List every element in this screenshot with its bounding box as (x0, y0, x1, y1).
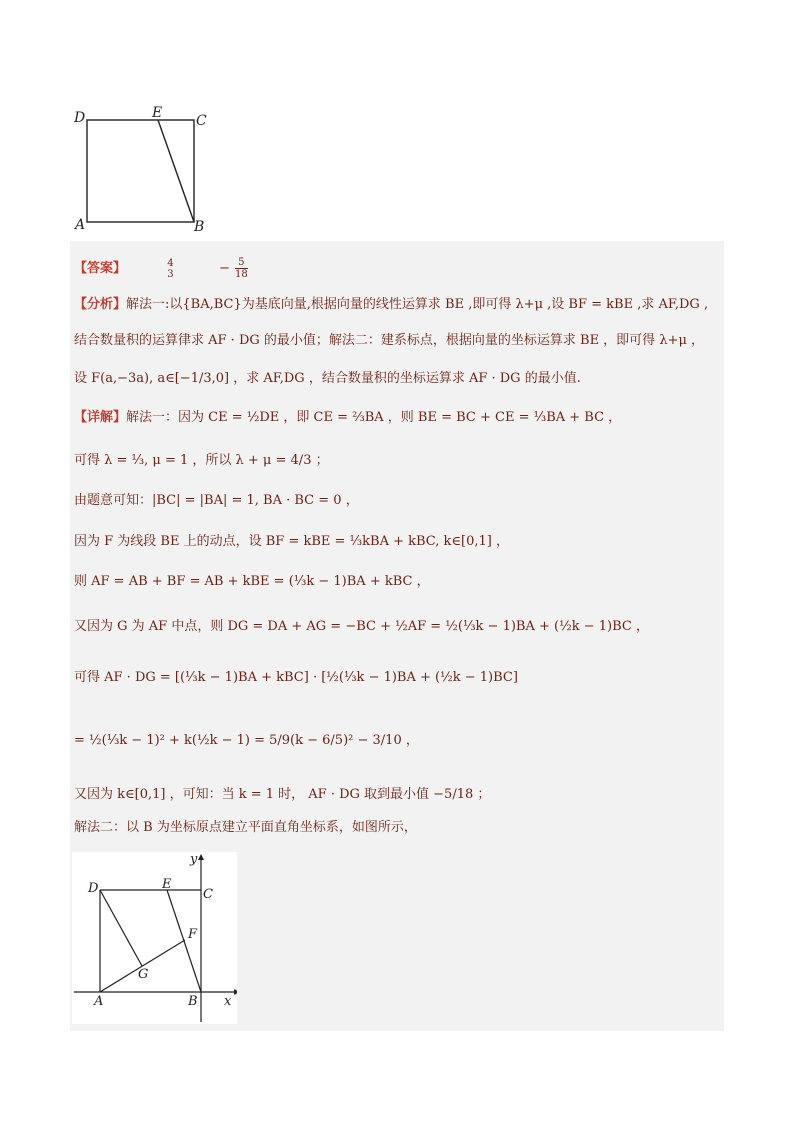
label-a: A (75, 217, 86, 233)
label-x: x (224, 994, 232, 1009)
x-axis-arrow (234, 989, 237, 995)
label-d: D (88, 881, 99, 896)
answer-value-1 (167, 258, 173, 280)
detail-text-1: 解法一：因为 CE = ½DE ，即 CE = ⅔BA ，则 BE = BC + CE = ⅓BA + BC ， (126, 410, 622, 425)
detail-line-4: 因为 F 为线段 BE 上的动点，设 BF = kBE = ⅓kBA + kBC, k∈[0,1] ， (74, 534, 509, 549)
detail-line-7: 可得 AF · DG = [(⅓k − 1)BA + kBC] · [½(⅓k − 1)BA + (½k − 1)BC] (74, 670, 518, 685)
label-b: B (194, 219, 205, 235)
label-e: E (162, 877, 172, 892)
answer-value-2-num: 5 (235, 257, 248, 269)
y-axis-arrow (198, 854, 204, 860)
segment-be (158, 120, 194, 222)
detail-line-2: 可得 λ = ⅓, μ = 1 ，所以 λ + μ = 4/3 ； (74, 453, 329, 468)
label-a: A (94, 994, 104, 1009)
answer-row (74, 257, 249, 280)
detail-line-9: 又因为 k∈[0,1] ，可知：当 k = 1 时， AF · DG 取到最小值 −5/18 ； (74, 787, 491, 802)
segment-af (100, 940, 185, 992)
analysis-line-3: 设 F(a,−3a), a∈[−1/3,0] ，求 AF,DG ，结合数量积的坐标运算求 AF · DG 的最小值. (74, 371, 581, 386)
detail-line-1 (74, 409, 621, 427)
segment-dg (100, 890, 142, 966)
detail-line-8: = ½(⅓k − 1)² + k(½k − 1) = 5/9(k − 6/5)² − 3/10 ， (74, 733, 419, 748)
label-c: C (196, 113, 207, 129)
label-c: C (203, 887, 213, 902)
answer-value-1-num: 4 (167, 257, 174, 269)
coordinate-figure (72, 852, 237, 1024)
detail-label: 【详解】 (74, 410, 127, 425)
square-figure (70, 104, 210, 236)
label-d: D (74, 110, 86, 126)
answer-value-2 (235, 257, 248, 280)
label-y: y (190, 852, 198, 867)
analysis-text-1: 解法一:以{BA,BC}为基底向量,根据向量的线性运算求 BE ,即可得 λ+μ ,设 BF = kBE ,求 AF,DG , (126, 297, 709, 312)
detail-line-5: 则 AF = AB + BF = AB + kBE = (⅓k − 1)BA + kBC ， (74, 574, 430, 589)
answer-value-2-sign: − (218, 261, 230, 276)
detail-line-3: 由题意可知：|BC| = |BA| = 1, BA · BC = 0 ， (74, 493, 359, 508)
label-e: E (152, 105, 163, 121)
label-b: B (188, 994, 198, 1009)
answer-label: 【答案】 (74, 261, 127, 276)
analysis-line-1 (74, 296, 708, 314)
square-outline (87, 120, 194, 222)
label-f: F (188, 927, 198, 942)
detail-line-6: 又因为 G 为 AF 中点，则 DG = DA + AG = −BC + ½AF = ½(⅓k − 1)BA + (½k − 1)BC ， (74, 619, 649, 634)
analysis-label: 【分析】 (74, 297, 127, 312)
answer-value-1-den: 3 (167, 268, 174, 280)
label-g: G (138, 967, 149, 982)
analysis-line-2: 结合数量积的运算律求 AF · DG 的最小值；解法二：建系标点，根据向量的坐标运算求 BE ，即可得 λ+μ ， (74, 333, 705, 348)
answer-value-2-den: 18 (235, 269, 248, 280)
detail-line-10: 解法二：以 B 为坐标原点建立平面直角坐标系，如图所示， (74, 820, 417, 835)
